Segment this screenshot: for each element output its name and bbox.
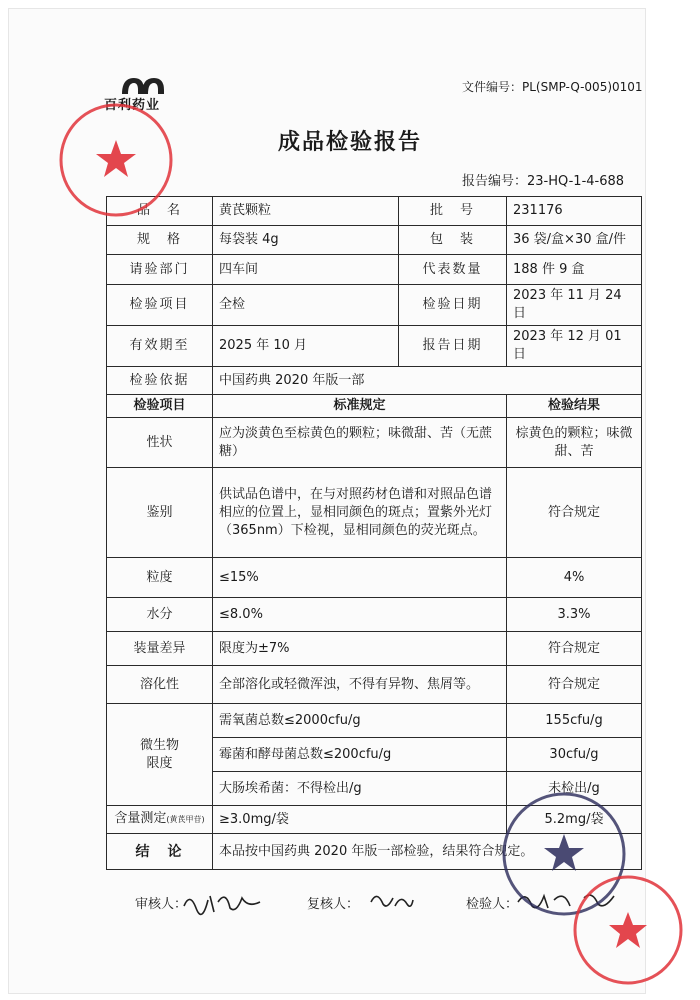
row-item: 粒度 [107,558,213,598]
row-item: 性状 [107,418,213,468]
row-standard: ≤15% [213,558,507,598]
row-item: 装量差异 [107,632,213,666]
conclusion-text: 本品按中国药典 2020 年版一部检验，结果符合规定。 [213,834,642,870]
reviewer-label: 审核人： [135,897,188,912]
page-title: 成品检验报告 [277,130,422,155]
row-result: 4% [507,558,642,598]
table-row [107,632,642,666]
item-value: 全检 [213,285,399,326]
report-number: 报告编号：23-HQ-1-4-688 [462,174,625,189]
document-number: 文件编号：PL(SMP-Q-005)0101 [462,80,643,94]
row-standard: 应为淡黄色至棕黄色的颗粒；味微甜、苦（无蔗糖） [213,418,507,468]
rechecker-label: 复核人： [307,897,360,912]
spec-value: 每袋装 4g [213,226,399,255]
table-row [107,418,642,468]
expiry-label: 有效期至 [107,326,213,367]
quality-department-stamp-bottom [570,872,686,988]
row-standard: 供试品色谱中，在与对照药材色谱和对照品色谱相应的位置上，显相同颜色的斑点；置紫外光灯（365nm）下检视，显相同颜色的荧光斑点。 [213,468,507,558]
col-header-item: 检验项目 [107,395,213,418]
micro-label-line1: 微生物 [139,737,179,753]
logo-text: 百利药业 [104,98,161,113]
row-result: 符合规定 [507,632,642,666]
inspection-table [106,196,642,870]
dept-label: 请验部门 [107,255,213,285]
reviewer-signature [180,888,264,916]
row-standard: 限度为±7% [213,632,507,666]
assay-label: 含量测定(黄芪甲苷) [107,806,213,834]
micro-standard: 霉菌和酵母菌总数≤200cfu/g [213,738,507,772]
package-value: 36 袋/盒×30 盒/件 [507,226,642,255]
expiry-value: 2025 年 10 月 [213,326,399,367]
micro-result: 未检出/g [507,772,642,806]
row-result: 棕黄色的颗粒；味微甜、苦 [507,418,642,468]
table-row [107,704,642,738]
basis-value: 中国药典 2020 年版一部 [213,367,642,395]
table-row [107,598,642,632]
test-date-value: 2023 年 11 月 24 日 [507,285,642,326]
row-result: 3.3% [507,598,642,632]
qty-value: 188 件 9 盒 [507,255,642,285]
micro-result: 155cfu/g [507,704,642,738]
row-standard: 全部溶化或轻微浑浊，不得有异物、焦屑等。 [213,666,507,704]
quality-department-stamp [56,100,176,220]
report-date-value: 2023 年 12 月 01 日 [507,326,642,367]
row-standard: ≤8.0% [213,598,507,632]
report-date-label: 报告日期 [399,326,507,367]
test-date-label: 检验日期 [399,285,507,326]
row-result: 符合规定 [507,468,642,558]
spec-label: 规 格 [107,226,213,255]
batch-value: 231176 [507,197,642,226]
tester-label: 检验人： [466,897,519,912]
rechecker-signature [367,888,415,914]
qty-label: 代表数量 [399,255,507,285]
row-item: 溶化性 [107,666,213,704]
batch-label: 批 号 [399,197,507,226]
table-row [107,558,642,598]
micro-label-line2: 限度 [146,755,173,771]
package-label: 包 装 [399,226,507,255]
row-item: 水分 [107,598,213,632]
table-row [107,666,642,704]
table-row [107,468,642,558]
micro-result: 30cfu/g [507,738,642,772]
col-header-result: 检验结果 [507,395,642,418]
product-name: 黄芪颗粒 [213,197,399,226]
assay-standard: ≥3.0mg/袋 [213,806,507,834]
micro-standard: 需氧菌总数≤2000cfu/g [213,704,507,738]
row-item: 鉴别 [107,468,213,558]
item-label: 检验项目 [107,285,213,326]
dept-value: 四车间 [213,255,399,285]
micro-standard: 大肠埃希菌：不得检出/g [213,772,507,806]
basis-label: 检验依据 [107,367,213,395]
assay-note: (黄芪甲苷) [166,815,205,824]
product-name-label: 品 名 [107,197,213,226]
assay-result: 5.2mg/袋 [507,806,642,834]
conclusion-label: 结 论 [107,834,213,870]
col-header-standard: 标准规定 [213,395,507,418]
row-result: 符合规定 [507,666,642,704]
micro-label [107,704,213,806]
